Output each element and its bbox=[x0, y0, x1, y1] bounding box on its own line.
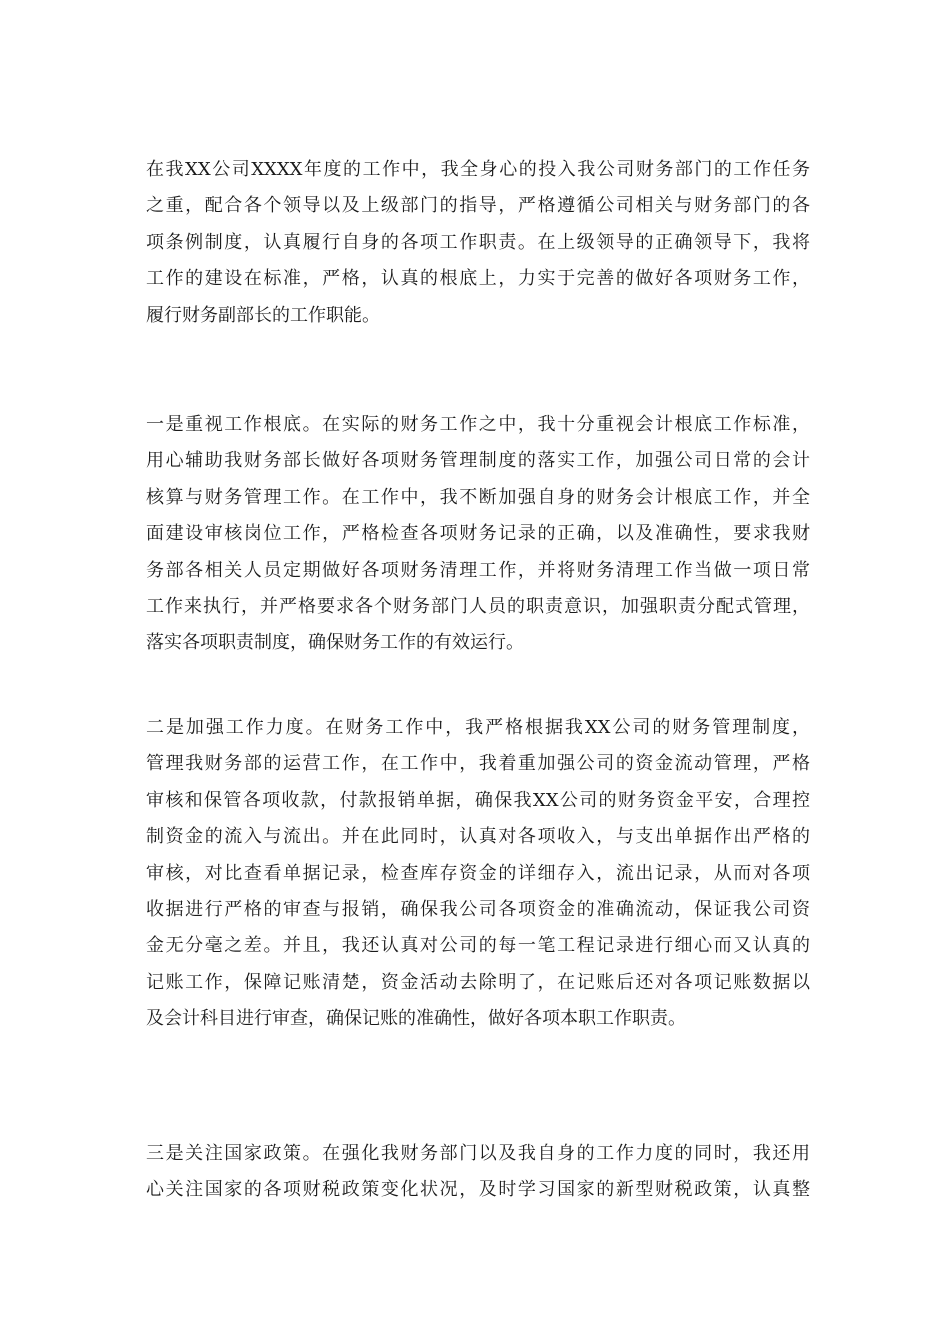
paragraph-point-two bbox=[146, 710, 810, 1038]
paragraph-line: 制资金的流入与流出。并在此同时，认真对各项收入，与支出单据作出严格的 bbox=[146, 826, 810, 848]
paragraph-line: 审核和保管各项收款，付款报销单据，确保我XX公司的财务资金平安，合理控 bbox=[146, 789, 810, 811]
paragraph-line: 履行财务副部长的工作职能。 bbox=[146, 304, 380, 326]
paragraph-line: 审核，对比查看单据记录，检查库存资金的详细存入，流出记录，从而对各项 bbox=[146, 862, 810, 884]
paragraph-line: 务部各相关人员定期做好各项财务清理工作，并将财务清理工作当做一项日常 bbox=[146, 559, 810, 581]
paragraph-point-three bbox=[146, 1136, 810, 1209]
paragraph-line: 落实各项职责制度，确保财务工作的有效运行。 bbox=[146, 632, 524, 654]
paragraph-line: 三是关注国家政策。在强化我财务部门以及我自身的工作力度的同时，我还用 bbox=[146, 1143, 810, 1164]
paragraph-line: 工作的建设在标准，严格，认真的根底上，力实于完善的做好各项财务工作， bbox=[146, 268, 810, 290]
paragraph-line: 二是加强工作力度。在财务工作中，我严格根据我XX公司的财务管理制度， bbox=[146, 717, 810, 738]
paragraph-line: 心关注国家的各项财税政策变化状况，及时学习国家的新型财税政策，认真整 bbox=[146, 1179, 810, 1201]
paragraph-line: 核算与财务管理工作。在工作中，我不断加强自身的财务会计根底工作，并全 bbox=[146, 486, 810, 508]
paragraph-line: 收据进行严格的审查与报销，确保我公司各项资金的准确流动，保证我公司资 bbox=[146, 899, 810, 921]
paragraph-line: 及会计科目进行审查，确保记账的准确性，做好各项本职工作职责。 bbox=[146, 1008, 686, 1030]
paragraph-line: 一是重视工作根底。在实际的财务工作之中，我十分重视会计根底工作标准， bbox=[146, 414, 810, 435]
paragraph-line: 之重，配合各个领导以及上级部门的指导，严格遵循公司相关与财务部门的各 bbox=[146, 195, 810, 217]
paragraph-line: 工作来执行，并严格要求各个财务部门人员的职责意识，加强职责分配式管理， bbox=[146, 596, 810, 618]
paragraph-point-one bbox=[146, 407, 810, 662]
paragraph-intro bbox=[146, 152, 810, 334]
paragraph-line: 管理我财务部的运营工作，在工作中，我着重加强公司的资金流动管理，严格 bbox=[146, 753, 810, 775]
paragraph-line: 项条例制度，认真履行自身的各项工作职责。在上级领导的正确领导下，我将 bbox=[146, 231, 810, 253]
paragraph-line: 面建设审核岗位工作，严格检查各项财务记录的正确，以及准确性，要求我财 bbox=[146, 523, 810, 545]
paragraph-line: 在我XX公司XXXX年度的工作中，我全身心的投入我公司财务部门的工作任务 bbox=[146, 159, 810, 180]
paragraph-line: 记账工作，保障记账清楚，资金活动去除明了，在记账后还对各项记账数据以 bbox=[146, 971, 810, 993]
paragraph-line: 金无分毫之差。并且，我还认真对公司的每一笔工程记录进行细心而又认真的 bbox=[146, 935, 810, 957]
paragraph-line: 用心辅助我财务部长做好各项财务管理制度的落实工作，加强公司日常的会计 bbox=[146, 450, 810, 472]
